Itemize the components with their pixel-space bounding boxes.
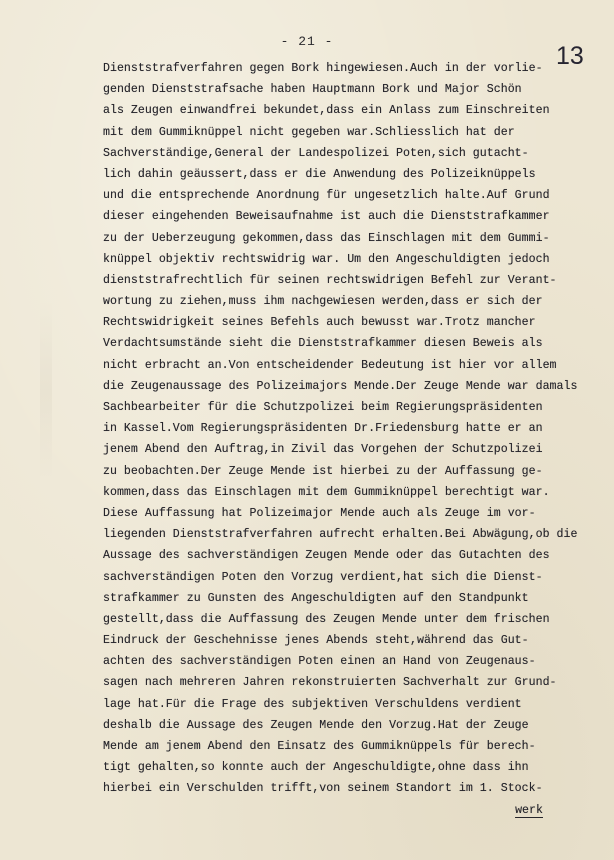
text-line: tigt gehalten,so konnte auch der Angeschuldigte,ohne dass ihn xyxy=(103,761,529,775)
text-line: Eindruck der Geschehnisse jenes Abends steht,während das Gut- xyxy=(103,634,529,648)
folio-number: 13 xyxy=(556,42,584,70)
text-line: sagen nach mehreren Jahren rekonstruierten Sachverhalt zur Grund- xyxy=(103,676,557,690)
typewritten-body xyxy=(103,58,578,821)
text-line: dienststrafrechtlich für seinen rechtswidrigen Befehl zur Verant- xyxy=(103,273,557,287)
text-line: wortung zu ziehen,muss ihm nachgewiesen werden,dass er sich der xyxy=(103,295,543,309)
text-line: lage hat.Für die Frage des subjektiven Verschuldens verdient xyxy=(103,697,522,711)
text-line: Aussage des sachverständigen Zeugen Mende oder das Gutachten des xyxy=(103,549,550,563)
text-line: Diese Auffassung hat Polizeimajor Mende auch als Zeuge im vor- xyxy=(103,506,536,520)
text-line: nicht erbracht an.Von entscheidender Bedeutung ist hier vor allem xyxy=(103,358,557,372)
text-line: zu beobachten.Der Zeuge Mende ist hierbei zu der Auffassung ge- xyxy=(103,464,543,478)
text-line: lich dahin geäussert,dass er die Anwendung des Polizeiknüppels xyxy=(103,167,536,181)
text-line: strafkammer zu Gunsten des Angeschuldigten auf den Standpunkt xyxy=(103,591,529,605)
text-line: gestellt,dass die Auffassung des Zeugen Mende unter dem frischen xyxy=(103,612,550,626)
text-line: Sachverständige,General der Landespolizei Poten,sich gutacht- xyxy=(103,146,529,160)
text-line: hierbei ein Verschulden trifft,von seinem Standort im 1. Stock- xyxy=(103,782,543,796)
text-line: knüppel objektiv rechtswidrig war. Um den Angeschuldigten jedoch xyxy=(103,252,550,266)
text-line: sachverständigen Poten den Vorzug verdient,hat sich die Dienst- xyxy=(103,570,543,584)
text-line: genden Dienststrafsache haben Hauptmann Bork und Major Schön xyxy=(103,83,522,97)
text-line: Mende am jenem Abend den Einsatz des Gummiknüppels für berech- xyxy=(103,740,536,753)
text-line: Rechtswidrigkeit seines Befehls auch bewusst war.Trotz mancher xyxy=(103,316,536,330)
text-line: achten des sachverständigen Poten einen an Hand von Zeugenaus- xyxy=(103,655,536,669)
text-line: zu der Ueberzeugung gekommen,dass das Einschlagen mit dem Gummi- xyxy=(103,231,550,245)
text-line: Dienststrafverfahren gegen Bork hingewiesen.Auch in der vorlie- xyxy=(103,62,543,75)
text-line: liegenden Dienststrafverfahren aufrecht erhalten.Bei Abwägung,ob die xyxy=(103,528,578,542)
text-line: die Zeugenaussage des Polizeimajors Mende.Der Zeuge Mende war damals xyxy=(103,379,578,393)
text-line: Verdachtsumstände sieht die Dienststrafkammer diesen Beweis als xyxy=(103,337,543,351)
text-line: kommen,dass das Einschlagen mit dem Gummiknüppel berechtigt war. xyxy=(103,485,550,499)
margin-smudge xyxy=(40,300,52,480)
text-line: deshalb die Aussage des Zeugen Mende den Vorzug.Hat der Zeuge xyxy=(103,718,529,732)
text-line: als Zeugen einwandfrei bekundet,dass ein Anlass zum Einschreiten xyxy=(103,104,550,118)
continuation-word: werk xyxy=(515,803,543,817)
text-line: und die entsprechende Anordnung für ungesetzlich halte.Auf Grund xyxy=(103,189,550,203)
text-line: jenem Abend den Auftrag,in Zivil das Vorgehen der Schutzpolizei xyxy=(103,443,543,457)
text-line: Sachbearbeiter für die Schutzpolizei beim Regierungspräsidenten xyxy=(103,401,543,414)
text-line: dieser eingehenden Beweisaufnahme ist auch die Dienststrafkammer xyxy=(103,210,550,224)
page-number: - 21 - xyxy=(280,34,334,49)
text-line: mit dem Gummiknüppel nicht gegeben war.Schliesslich hat der xyxy=(103,125,515,139)
text-line: in Kassel.Vom Regierungspräsidenten Dr.Friedensburg hatte er an xyxy=(103,422,543,436)
